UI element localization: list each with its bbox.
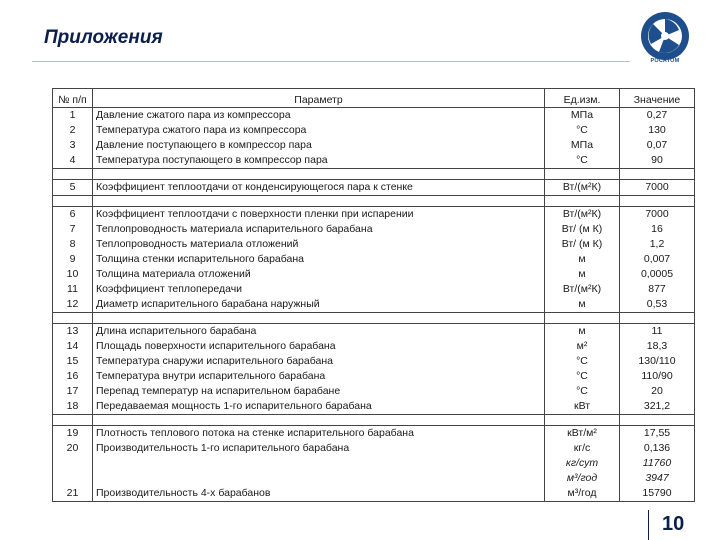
row-param [96, 456, 541, 471]
row-param: Температура снаружи испарительного барабана [96, 355, 333, 367]
row-value: 11 [651, 325, 663, 337]
row-value: 16 [651, 223, 663, 235]
row-unit: м² [576, 340, 588, 352]
row-param: Давление поступающего в компрессор пара [96, 139, 312, 151]
row-value: 0,0005 [640, 268, 674, 280]
row-value: 20 [651, 385, 663, 397]
row-param: Плотность теплового потока на стенке испарительного барабана [96, 427, 414, 439]
row-param: Температура сжатого пара из компрессора [96, 124, 307, 136]
row-unit: кг/сут [565, 457, 599, 469]
row-param [96, 471, 541, 486]
row-num: 2 [69, 124, 76, 136]
page-title: Приложения [44, 27, 163, 48]
row-unit: °С [576, 385, 588, 397]
page-number: 10 [662, 513, 685, 535]
header-row [53, 89, 695, 108]
row-param: Теплопроводность материала отложений [96, 238, 299, 250]
row-param: Коэффициент теплоотдачи с поверхности пленки при испарении [96, 208, 414, 220]
row-num: 18 [66, 400, 79, 412]
row-param: Коэффициент теплопередачи [96, 283, 243, 295]
row-unit: °С [576, 154, 588, 166]
row-param: Перепад температур на испарительном барабане [96, 385, 341, 397]
row-value: 321,2 [643, 400, 671, 412]
row-num: 3 [69, 139, 76, 151]
group-row [53, 207, 695, 313]
row-unit: МПа [570, 139, 594, 151]
row-value: 0,27 [646, 109, 668, 121]
row-num [56, 456, 89, 471]
group-row [53, 180, 695, 196]
row-param: Передаваемая мощность 1-го испарительного барабана [96, 400, 372, 412]
parameters-table [52, 88, 695, 502]
row-num: 6 [69, 208, 76, 220]
row-param: Толщина материала отложений [96, 268, 251, 280]
row-num: 16 [66, 370, 79, 382]
row-value: 1,2 [649, 238, 665, 250]
row-unit: м³/год [566, 472, 598, 484]
row-value: 15790 [642, 487, 672, 499]
row-unit: м³/год [567, 487, 597, 499]
header-num: № п/п [53, 89, 93, 108]
row-num: 14 [66, 340, 79, 352]
row-unit: Вт/(м²К) [562, 208, 602, 220]
row-num: 9 [69, 253, 76, 265]
row-param: Длина испарительного барабана [96, 325, 257, 337]
row-value: 17,55 [643, 427, 671, 439]
row-num: 21 [66, 487, 79, 499]
row-num: 12 [66, 298, 79, 310]
header-value: Значение [620, 89, 695, 108]
row-unit: м [578, 325, 586, 337]
row-value: 0,136 [643, 442, 671, 454]
spacer-row [53, 169, 695, 180]
row-num: 15 [66, 355, 79, 367]
row-param: Коэффициент теплоотдачи от конденсирующегося пара к стенке [96, 181, 413, 193]
row-num: 19 [66, 427, 79, 439]
row-value: 0,07 [646, 139, 668, 151]
row-num: 8 [69, 238, 76, 250]
row-value: 877 [648, 283, 666, 295]
row-value: 110/90 [641, 370, 673, 382]
spacer-row [53, 313, 695, 324]
row-unit: м [578, 268, 586, 280]
row-value: 90 [651, 154, 663, 166]
row-unit: Вт/(м²К) [562, 181, 602, 193]
spacer-row [53, 415, 695, 426]
header-unit: Ед.изм. [545, 89, 620, 108]
row-unit: Вт/ (м К) [561, 238, 603, 250]
row-num: 7 [69, 223, 76, 235]
spacer-row [53, 196, 695, 207]
row-unit: Вт/(м²К) [562, 283, 602, 295]
row-value: 130 [648, 124, 666, 136]
row-num: 11 [67, 283, 78, 295]
row-num: 5 [69, 181, 76, 193]
row-value: 0,53 [646, 298, 668, 310]
group-row [53, 426, 695, 502]
title-divider [32, 61, 630, 62]
row-value: 7000 [645, 181, 669, 193]
row-value: 7000 [645, 208, 669, 220]
group-row [53, 108, 695, 169]
row-num: 10 [66, 268, 79, 280]
row-param: Температура внутри испарительного барабана [96, 370, 326, 382]
row-value: 3947 [645, 472, 669, 484]
row-unit: кВт/м² [567, 427, 597, 439]
row-num: 4 [69, 154, 76, 166]
row-param: Давление сжатого пара из компрессора [96, 109, 291, 121]
row-value: 18,3 [646, 340, 668, 352]
row-num: 1 [69, 109, 76, 121]
header-param: Параметр [93, 89, 545, 108]
row-unit: Вт/ (м К) [561, 223, 603, 235]
row-value: 0,007 [643, 253, 671, 265]
row-unit: кг/с [573, 442, 591, 454]
row-unit: °С [576, 370, 588, 382]
row-unit: МПа [570, 109, 594, 121]
row-param: Диаметр испарительного барабана наружный [96, 298, 320, 310]
row-value: 130/110 [638, 355, 676, 367]
row-unit: кВт [573, 400, 591, 412]
row-num: 20 [66, 442, 79, 454]
row-num: 17 [66, 385, 79, 397]
row-param: Температура поступающего в компрессор пара [96, 154, 328, 166]
row-unit: м [578, 298, 586, 310]
row-unit: м [578, 253, 586, 265]
group-row [53, 324, 695, 415]
row-value: 11760 [642, 457, 672, 469]
row-num: 13 [66, 325, 79, 337]
row-param: Производительность 1-го испарительного барабана [96, 442, 350, 454]
row-param: Производительность 4-х барабанов [96, 487, 271, 499]
row-param: Толщина стенки испарительного барабана [96, 253, 305, 265]
row-param: Теплопроводность материала испарительного барабана [96, 223, 373, 235]
row-num [56, 471, 89, 486]
page-number-divider [648, 510, 649, 540]
row-unit: °С [576, 124, 588, 136]
logo-text: РОСАТОМ [650, 58, 680, 64]
row-param: Площадь поверхности испарительного барабана [96, 340, 336, 352]
row-unit: °С [576, 355, 588, 367]
